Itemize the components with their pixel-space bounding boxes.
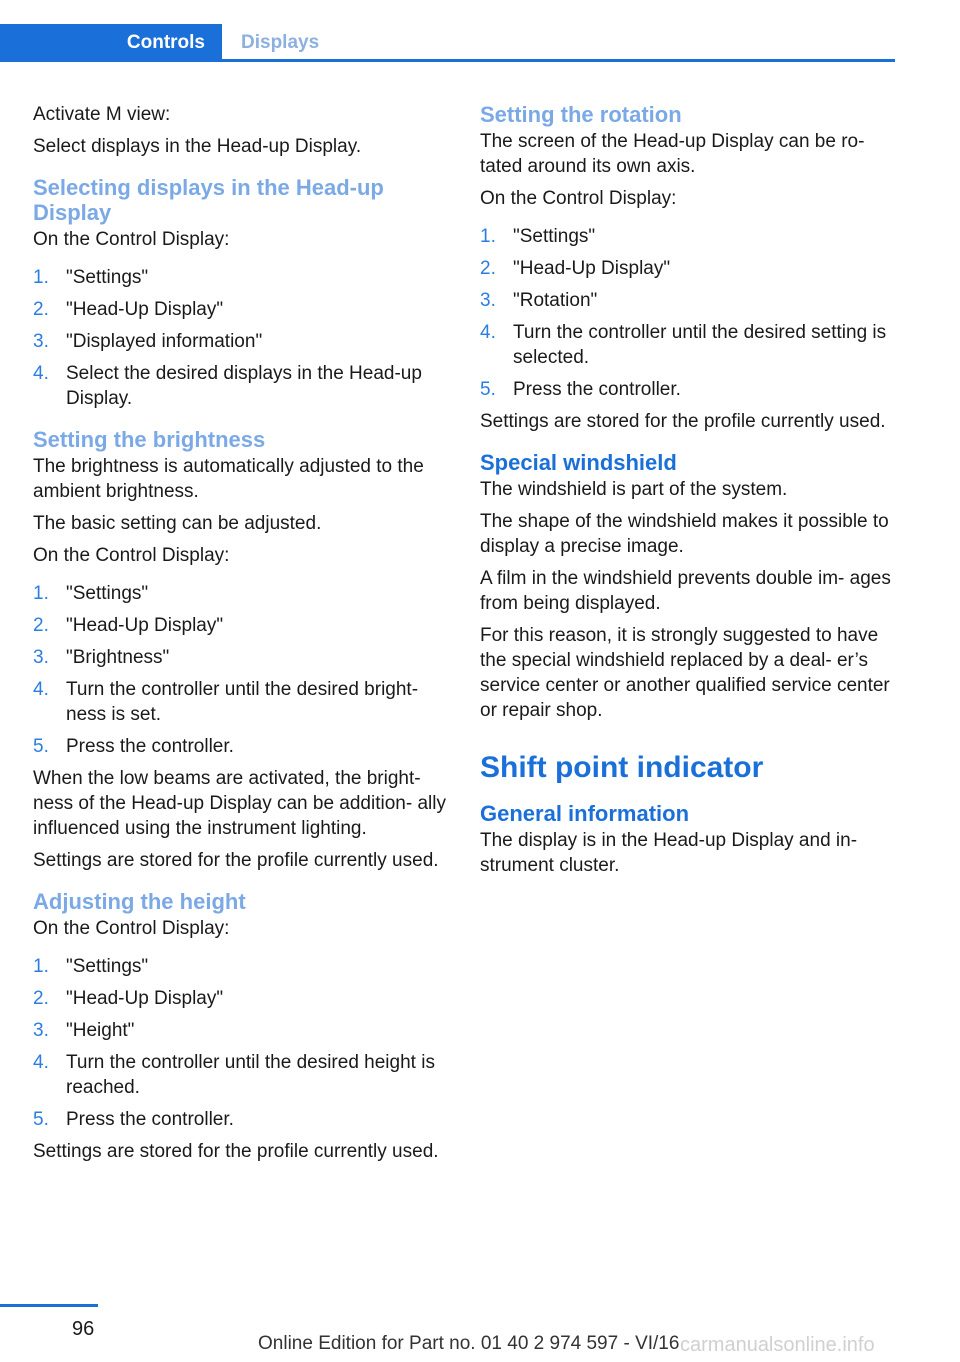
paragraph: When the low beams are activated, the bright‐ ness of the Head-up Display can be addition‐ ally influenced using the instrument lighting. <box>33 768 446 839</box>
page-number: 96 <box>72 1318 95 1340</box>
step-number: 2. <box>480 258 496 279</box>
step-text: Turn the controller until the desired setting is selected. <box>513 322 887 368</box>
list-item <box>480 377 896 402</box>
paragraph: On the Control Display: <box>33 229 230 250</box>
step-number: 4. <box>480 322 496 343</box>
list-item <box>33 581 449 606</box>
header-rule <box>0 59 895 62</box>
step-text: "Head-Up Display" <box>66 615 224 636</box>
tab-controls[interactable]: Controls <box>0 24 222 62</box>
step-number: 3. <box>33 331 49 352</box>
paragraph: The display is in the Head-up Display and in‐ strument cluster. <box>480 830 858 876</box>
step-text: "Settings" <box>66 267 149 288</box>
list-item <box>33 1018 449 1043</box>
paragraph: The shape of the windshield makes it possible to display a precise image. <box>480 511 889 557</box>
step-number: 1. <box>33 956 49 977</box>
paragraph: The screen of the Head-up Display can be ro‐ tated around its own axis. <box>480 131 865 177</box>
steps-list <box>480 224 896 402</box>
section-heading: General information <box>480 801 690 826</box>
paragraph: For this reason, it is strongly suggested to have the special windshield replaced by a deal‐ er’s service center or another qualified service center or repair shop. <box>480 625 890 721</box>
list-item <box>480 320 896 370</box>
step-text: "Rotation" <box>513 290 598 311</box>
step-number: 2. <box>33 299 49 320</box>
step-number: 2. <box>33 615 49 636</box>
paragraph: On the Control Display: <box>33 918 230 939</box>
list-item <box>480 288 896 313</box>
list-item <box>33 1050 449 1100</box>
steps-list <box>33 954 449 1132</box>
paragraph: A film in the windshield prevents double im‐ ages from being displayed. <box>480 568 891 614</box>
step-number: 1. <box>33 583 49 604</box>
intro-text: Activate M view: <box>33 104 171 125</box>
step-text: "Displayed information" <box>66 331 263 352</box>
step-text: "Head-Up Display" <box>66 299 224 320</box>
paragraph: On the Control Display: <box>33 545 230 566</box>
step-number: 4. <box>33 679 49 700</box>
list-item <box>480 256 896 281</box>
step-text: Press the controller. <box>66 1109 234 1130</box>
step-text: "Head-Up Display" <box>513 258 671 279</box>
list-item <box>33 265 449 290</box>
left-column <box>33 102 449 1171</box>
section-tab-bar <box>0 24 895 62</box>
paragraph: The windshield is part of the system. <box>480 479 788 500</box>
steps-list <box>33 581 449 759</box>
step-text: Turn the controller until the desired height is reached. <box>66 1052 435 1098</box>
step-text: Press the controller. <box>513 379 681 400</box>
footer-rule <box>0 1304 98 1307</box>
section-heading: Adjusting the height <box>33 889 246 914</box>
tab-displays[interactable]: Displays <box>241 32 320 53</box>
paragraph: Settings are stored for the profile currently used. <box>33 1141 439 1162</box>
step-text: "Height" <box>66 1020 135 1041</box>
list-item <box>33 986 449 1011</box>
step-text: "Settings" <box>66 956 149 977</box>
list-item <box>33 734 449 759</box>
step-number: 3. <box>480 290 496 311</box>
paragraph: The brightness is automatically adjusted to the ambient brightness. <box>33 456 424 502</box>
list-item <box>33 677 449 727</box>
step-text: Press the controller. <box>66 736 234 757</box>
list-item <box>480 224 896 249</box>
step-number: 3. <box>33 647 49 668</box>
list-item <box>33 329 449 354</box>
step-text: "Head-Up Display" <box>66 988 224 1009</box>
step-number: 1. <box>33 267 49 288</box>
section-heading: Setting the rotation <box>480 102 682 127</box>
list-item <box>33 613 449 638</box>
step-number: 5. <box>33 736 49 757</box>
step-number: 5. <box>480 379 496 400</box>
step-text: Select the desired displays in the Head-up Display. <box>66 363 422 409</box>
step-number: 4. <box>33 363 49 384</box>
right-column <box>480 102 896 885</box>
section-heading: Selecting displays in the Head-up Display <box>33 175 384 225</box>
list-item <box>33 1107 449 1132</box>
intro-text: Select displays in the Head-up Display. <box>33 136 362 157</box>
list-item <box>33 297 449 322</box>
step-text: "Settings" <box>66 583 149 604</box>
step-number: 1. <box>480 226 496 247</box>
paragraph: Settings are stored for the profile currently used. <box>33 850 439 871</box>
step-text: "Brightness" <box>66 647 170 668</box>
steps-list <box>33 265 449 411</box>
list-item <box>33 954 449 979</box>
step-number: 5. <box>33 1109 49 1130</box>
step-number: 3. <box>33 1020 49 1041</box>
paragraph: On the Control Display: <box>480 188 677 209</box>
list-item <box>33 645 449 670</box>
paragraph: The basic setting can be adjusted. <box>33 513 322 534</box>
edition-text: Online Edition for Part no. 01 40 2 974 597 - VI/16 <box>258 1333 680 1354</box>
watermark: carmanualsonline.info <box>680 1334 875 1356</box>
chapter-heading: Shift point indicator <box>480 751 764 784</box>
step-number: 2. <box>33 988 49 1009</box>
section-heading: Special windshield <box>480 450 677 475</box>
step-number: 4. <box>33 1052 49 1073</box>
step-text: Turn the controller until the desired bright‐ ness is set. <box>66 679 419 725</box>
list-item <box>33 361 449 411</box>
section-heading: Setting the brightness <box>33 427 266 452</box>
paragraph: Settings are stored for the profile currently used. <box>480 411 886 432</box>
step-text: "Settings" <box>513 226 596 247</box>
